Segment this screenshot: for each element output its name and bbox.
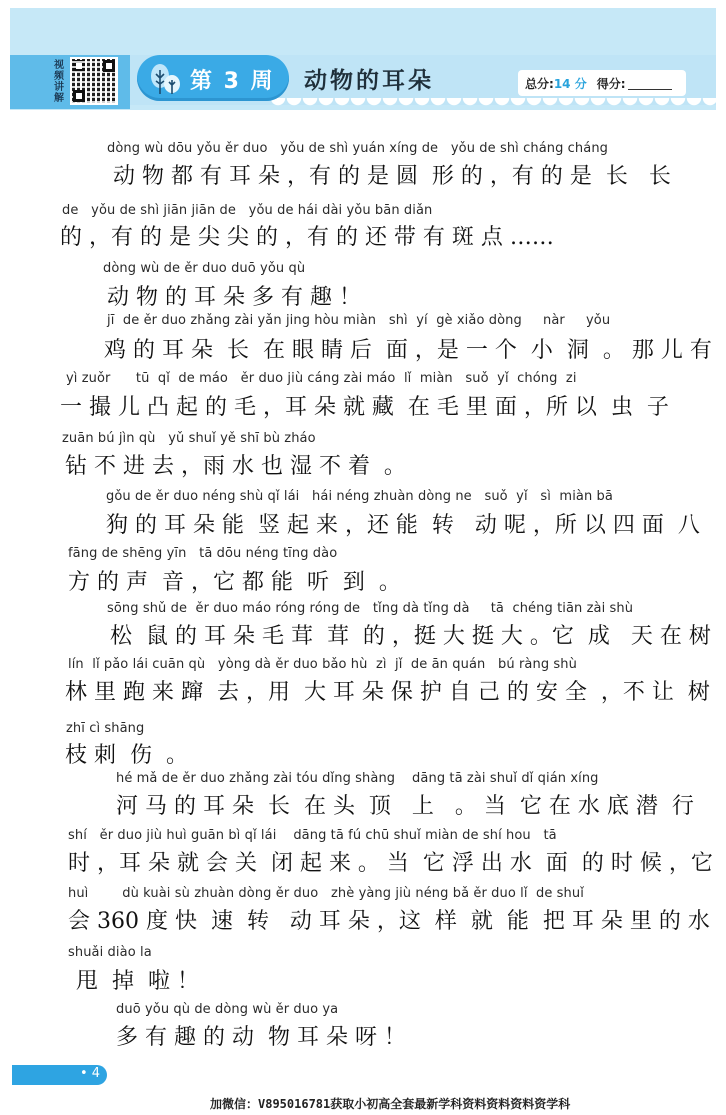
qr-code-icon[interactable] [70, 57, 118, 105]
hanzi-line: 方 的 声 音 ，它 都 能 听 到 。 [68, 570, 401, 595]
page-title: 动物的耳朵 [304, 68, 434, 94]
qr-corner [73, 90, 85, 102]
hanzi-line: 林 里 跑 来 蹿 去 ，用 大 耳 朵 保 护 自 己 的 安 全 ，不 让 树 [65, 680, 710, 705]
pinyin-line: shuǎi diào la [68, 945, 152, 960]
score-total-label: 总分: [525, 76, 554, 91]
hanzi-line: 狗 的 耳 朵 能 竖 起 来 ，还 能 转 动 呢 ，所 以 四 面 八 [106, 513, 700, 538]
week-label: 第 3 周 [190, 69, 275, 94]
pinyin-line: huì dù kuài sù zhuàn dòng ěr duo zhè yàng jiù néng bǎ ěr duo lǐ de shuǐ [68, 886, 584, 901]
pinyin-line: sōng shǔ de ěr duo máo róng róng de tǐng dà tǐng dà tā chéng tiān zài shù [107, 601, 634, 616]
hanzi-line: 动 物 都 有 耳 朵 ，有 的 是 圆 形 的 ，有 的 是 长 长 [113, 164, 671, 189]
tree-icon [148, 62, 182, 96]
pinyin-line: fāng de shēng yīn tā dōu néng tīng dào [68, 546, 338, 561]
pinyin-line: gǒu de ěr duo néng shù qǐ lái hái néng zhuàn dòng ne suǒ yǐ sì miàn bā [106, 489, 613, 504]
pinyin-line: duō yǒu qù de dòng wù ěr duo ya [116, 1002, 339, 1017]
hanzi-line: 钻 不 进 去 ，雨 水 也 湿 不 着 。 [65, 454, 406, 479]
hanzi-line: 枝 刺 伤 。 [65, 743, 188, 768]
pinyin-line: de yǒu de shì jiān jiān de yǒu de hái dài yǒu bān diǎn [62, 203, 433, 218]
hanzi-line: 鸡 的 耳 朵 长 在 眼 睛 后 面 ，是 一 个 小 洞 。 那 儿 有 [104, 338, 712, 363]
wave-border [270, 98, 716, 112]
pinyin-line: zhī cì shāng [66, 721, 145, 736]
page-number: • 4 [80, 1066, 101, 1081]
pinyin-line: lín lǐ pǎo lái cuān qù yòng dà ěr duo bǎo hù zì jǐ de ān quán bú ràng shù [68, 657, 577, 672]
score-total-value: 14 分 [553, 76, 587, 91]
hanzi-line: 多 有 趣 的 动 物 耳 朵 呀 ！ [116, 1025, 406, 1050]
score-got-label: 得分: [596, 76, 626, 91]
hanzi-line: 会 360 度 快 速 转 动 耳 朵 ，这 样 就 能 把 耳 朵 里 的 水 [68, 909, 710, 934]
score-box [518, 70, 686, 96]
hanzi-line: 时 ，耳 朵 就 会 关 闭 起 来 。 当 它 浮 出 水 面 的 时 候 ，它 [68, 851, 713, 876]
watermark-text: 加微信：V895016781获取小初高全套最新学科资料资料资料资学科 [210, 1097, 571, 1111]
pinyin-line: jī de ěr duo zhǎng zài yǎn jing hòu miàn shì yí gè xiǎo dòng nàr yǒu [107, 313, 611, 328]
hanzi-line: 河 马 的 耳 朵 长 在 头 顶 上 。 当 它 在 水 底 潜 行 [116, 794, 694, 819]
hanzi-line: 一 撮 儿 凸 起 的 毛 ，耳 朵 就 藏 在 毛 里 面 ，所 以 虫 子 [60, 395, 669, 420]
video-explain-label: 视频讲解 [54, 60, 64, 104]
pinyin-line: dòng wù de ěr duo duō yǒu qù [103, 261, 306, 276]
hanzi-line: 的 ，有 的 是 尖 尖 的 ，有 的 还 带 有 斑 点 …… [60, 225, 554, 250]
pinyin-line: dòng wù dōu yǒu ěr duo yǒu de shì yuán xíng de yǒu de shì cháng cháng [107, 141, 609, 156]
pinyin-line: yì zuǒr tū qǐ de máo ěr duo jiù cáng zài máo lǐ miàn suǒ yǐ chóng zi [66, 371, 577, 386]
pinyin-line: hé mǎ de ěr duo zhǎng zài tóu dǐng shàng dāng tā zài shuǐ dǐ qián xíng [116, 771, 599, 786]
score-blank-field[interactable] [628, 77, 672, 90]
hanzi-line: 松 鼠 的 耳 朵 毛 茸 茸 的 ，挺 大 挺 大 。它 成 天 在 树 [110, 624, 711, 649]
hanzi-line: 动 物 的 耳 朵 多 有 趣 ！ [107, 285, 361, 310]
pinyin-line: zuān bú jìn qù yǔ shuǐ yě shī bù zháo [62, 431, 316, 446]
hanzi-line: 甩 掉 啦 ！ [76, 969, 199, 994]
pinyin-line: shí ěr duo jiù huì guān bì qǐ lái dāng tā fú chū shuǐ miàn de shí hou tā [68, 828, 557, 843]
